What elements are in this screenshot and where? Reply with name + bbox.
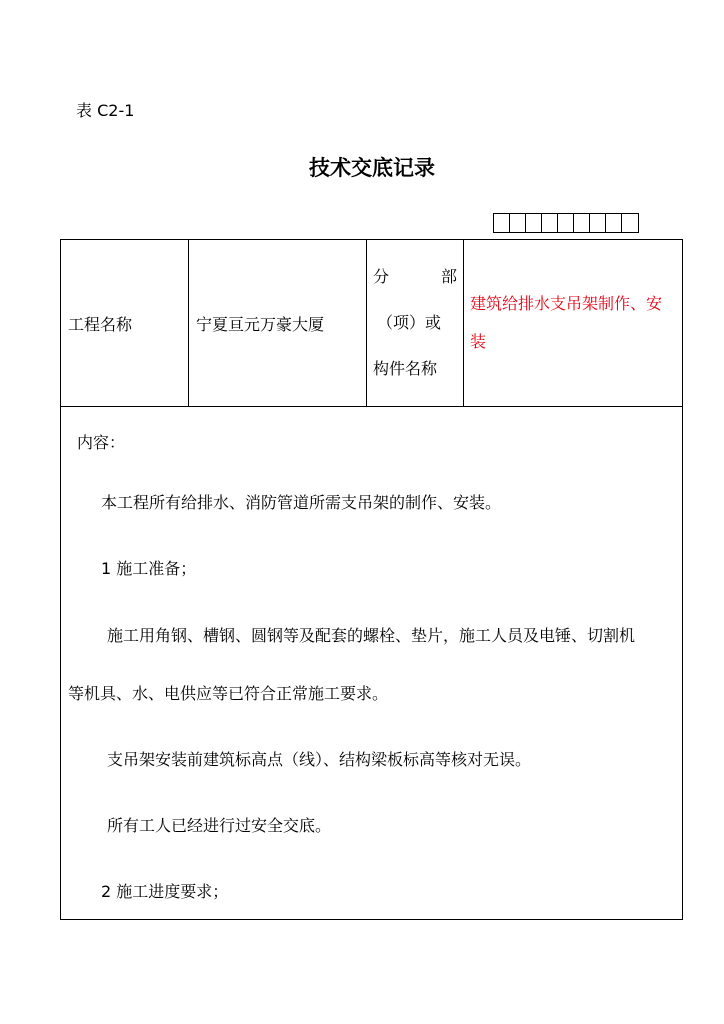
content-paragraph: 所有工人已经进行过安全交底。 [107, 816, 332, 835]
part-label-line3: 构件名称 [373, 359, 438, 378]
document-title: 技术交底记录 [309, 156, 435, 180]
header-row [61, 240, 683, 407]
number-box [542, 214, 558, 232]
record-table [60, 239, 683, 920]
number-box [494, 214, 510, 232]
project-name-value: 宁夏亘元万豪大厦 [189, 240, 367, 407]
part-label-char2: 部 [440, 267, 457, 286]
number-box [510, 214, 526, 232]
form-number: 表 C2-1 [76, 101, 135, 120]
content-cell [61, 407, 683, 920]
number-box [606, 214, 622, 232]
content-paragraph: 支吊架安装前建筑标高点（线）、结构梁板标高等核对无误。 [107, 750, 532, 769]
number-box [574, 214, 590, 232]
number-box [526, 214, 542, 232]
content-paragraph: 1 施工准备； [101, 559, 197, 578]
content-paragraph: 2 施工进度要求； [101, 882, 229, 901]
content-heading: 内容： [77, 433, 126, 452]
part-value: 建筑给排水支吊架制作、安装 [464, 240, 683, 407]
number-box [622, 214, 639, 232]
part-label-char1: 分 [373, 267, 390, 286]
number-box [590, 214, 606, 232]
part-label-line1 [373, 254, 457, 300]
part-label [367, 240, 464, 407]
content-paragraph: 等机具、水、电供应等已符合正常施工要求。 [68, 684, 389, 703]
content-row [61, 407, 683, 920]
content-paragraph: 本工程所有给排水、消防管道所需支吊架的制作、安装。 [101, 493, 502, 512]
number-box [558, 214, 574, 232]
content-paragraph: 施工用角钢、槽钢、圆钢等及配套的螺栓、垫片，施工人员及电锤、切割机 [107, 626, 636, 645]
project-name-label: 工程名称 [61, 240, 189, 407]
part-label-line2: （项）或 [377, 313, 442, 332]
record-number-boxes [493, 213, 639, 233]
